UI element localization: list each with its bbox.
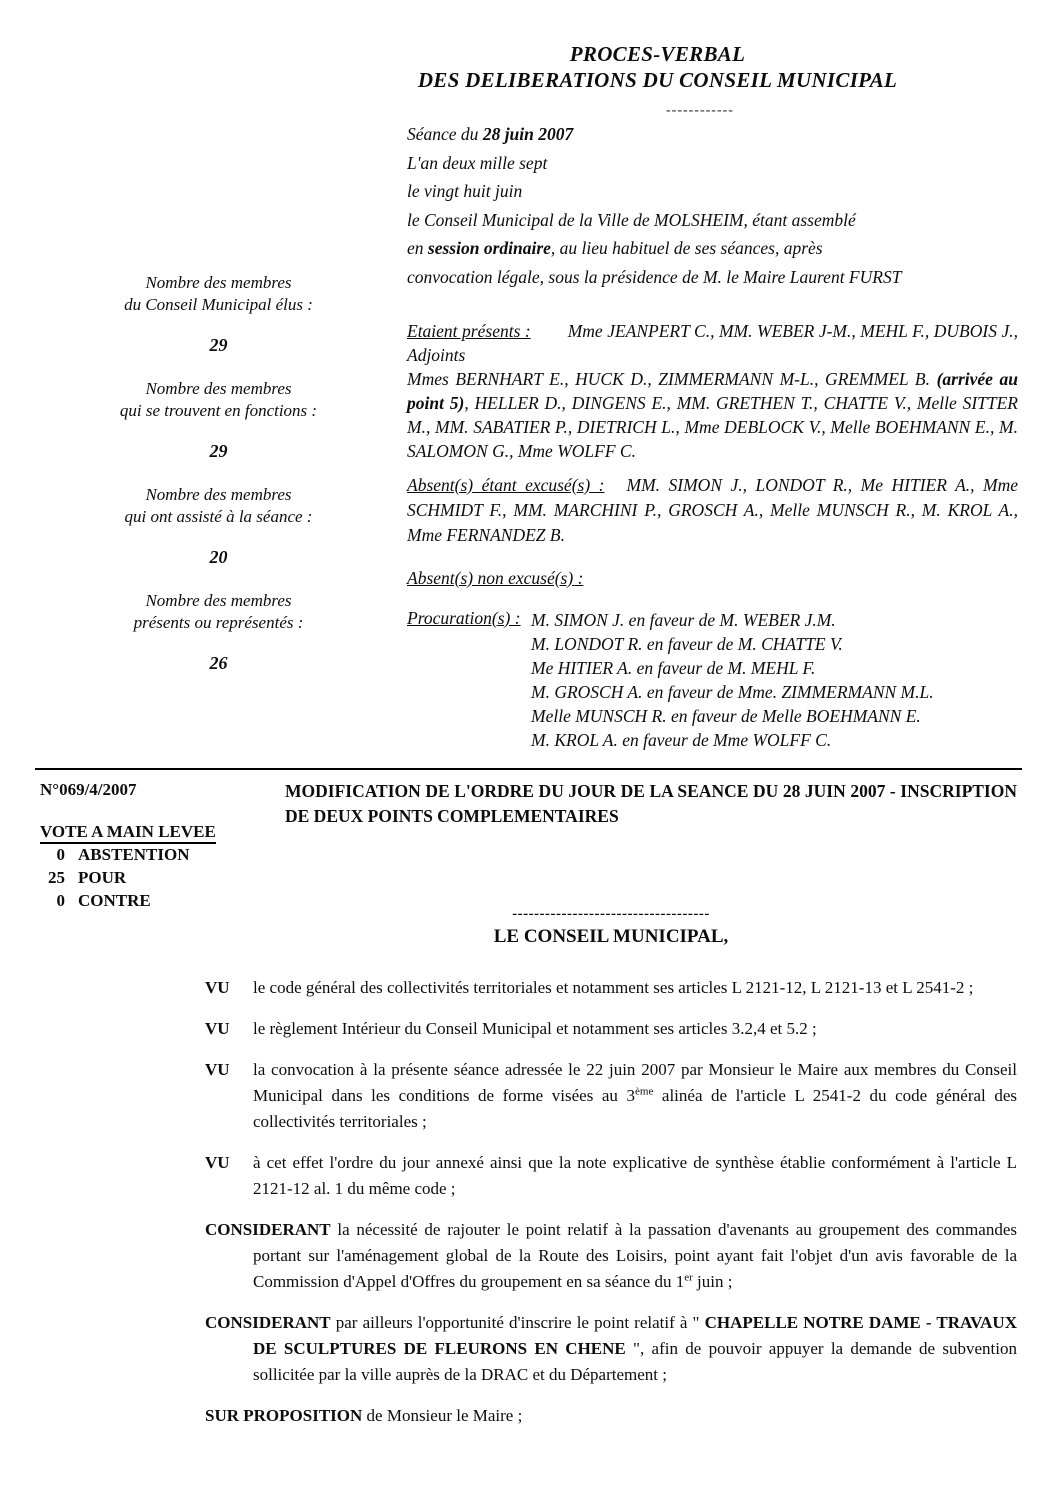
deliberation-number: N°069/4/2007 <box>40 779 137 799</box>
procuration-item: M. LONDOT R. en faveur de M. CHATTE V. <box>531 633 843 654</box>
header-section <box>0 122 1058 752</box>
member-count-label-attended: Nombre des membres qui ont assisté à la séance : <box>124 485 313 526</box>
vote-contre-count: 0 <box>56 890 65 910</box>
absent-excused-names: MM. SIMON J., LONDOT R., Me HITIER A., Mme SCHMIDT F., MM. MARCHINI P., GROSCH A., Melle MUNSCH R., M. KROL A., Mme FERNANDEZ B. <box>407 474 1018 545</box>
vote-contre <box>40 889 285 912</box>
vote-pour <box>40 866 285 889</box>
seance-line: Séance du 28 juin 2007 <box>407 124 574 144</box>
present-others: Mmes BERNHART E., HUCK D., ZIMMERMANN M-L., GREMMEL B. <box>407 368 937 389</box>
member-count-label-represented: Nombre des membres présents ou représentés : <box>133 591 304 632</box>
absent-unexcused-label: Absent(s) non excusé(s) : <box>407 567 584 588</box>
absent-unexcused <box>407 568 1018 589</box>
member-count-label-in-office: Nombre des membres qui se trouvent en fonctions : <box>119 379 318 420</box>
vote-abstention <box>40 843 285 866</box>
procuration-item: Me HITIER A. en faveur de M. MEHL F. <box>531 657 816 678</box>
session-column <box>407 122 1058 752</box>
vote-pour-count: 25 <box>48 867 65 887</box>
deliberation-title: MODIFICATION DE L'ORDRE DU JOUR DE LA SEANCE DU 28 JUIN 2007 - INSCRIPTION DE DEUX POINTS COMPLEMENTAIRES <box>285 780 1017 826</box>
section-divider <box>35 768 1022 770</box>
procurations-label: Procuration(s) : <box>407 607 521 628</box>
document-title-line1: PROCES-VERBAL <box>569 42 746 66</box>
clause-vu-2: VU le règlement Intérieur du Conseil Municipal et notamment ses articles 3.2,4 et 5.2 ; <box>205 1016 1017 1042</box>
document-title-line2: DES DELIBERATIONS DU CONSEIL MUNICIPAL <box>417 68 898 92</box>
member-count-value-elected: 29 <box>209 335 228 355</box>
deliberation-header <box>0 774 1058 912</box>
procuration-item: M. SIMON J. en faveur de M. WEBER J.M. <box>531 609 836 630</box>
session-line-year: L'an deux mille sept <box>407 152 548 173</box>
clause-vu-4: VU à cet effet l'ordre du jour annexé ainsi que la note explicative de synthèse établie conformément à l'article L 2121-12 al. 1 du même code ; <box>205 1150 1017 1202</box>
clause-label: VU <box>205 1059 230 1079</box>
clause-label: VU <box>205 977 230 997</box>
procuration-item: Melle MUNSCH R. en faveur de Melle BOEHMANN E. <box>531 705 921 726</box>
vote-contre-label: CONTRE <box>78 890 151 910</box>
seance-date: 28 juin 2007 <box>482 124 574 144</box>
clause-vu-1: VU le code général des collectivités territoriales et notamment ses articles L 2121-12, L 2121-13 et L 2541-2 ; <box>205 975 1017 1001</box>
clauses <box>205 975 1017 1429</box>
document-title <box>295 0 1020 93</box>
session-line-type: en session ordinaire, au lieu habituel de ses séances, après <box>407 238 823 258</box>
clause-sur-proposition: SUR PROPOSITION de Monsieur le Maire ; <box>205 1405 523 1425</box>
council-heading: LE CONSEIL MUNICIPAL, <box>493 925 729 947</box>
member-count-value-in-office: 29 <box>209 441 228 461</box>
present-arrival-note: (arrivée au point 5) <box>407 368 1018 413</box>
clause-considerant-2: CONSIDERANT par ailleurs l'opportunité d'inscrire le point relatif à " CHAPELLE NOTRE DAME - TRAVAUX DE SCULPTURES DE FLEURONS EN CHENE ", afin de pouvoir appuyer la demande de subvention sollicitée par la ville auprès de la DRAC et du Département ; <box>205 1312 1017 1384</box>
council-block <box>205 905 1017 949</box>
council-separator: ------------------------------------ <box>512 905 710 922</box>
clause-label: VU <box>205 1018 230 1038</box>
absent-excused-label: Absent(s) étant excusé(s) : <box>407 474 605 495</box>
clause-label: SUR PROPOSITION <box>205 1405 363 1425</box>
ordinal-superscript: er <box>684 1270 693 1283</box>
procurations-list <box>531 608 934 752</box>
procuration-item: M. KROL A. en faveur de Mme WOLFF C. <box>531 729 832 750</box>
present-adjoints: Mme JEANPERT C., MM. WEBER J-M., MEHL F., DUBOIS J., Adjoints <box>407 320 1018 365</box>
deliberation-left-column <box>0 774 285 912</box>
clause-label: CONSIDERANT <box>205 1219 331 1239</box>
member-count-value-attended: 20 <box>209 547 228 567</box>
clause-considerant-1: CONSIDERANT la nécessité de rajouter le point relatif à la passation d'avenants au groupement des commandes portant sur l'aménagement global de la Route des Loisirs, point ayant fait l'objet d'un avis favorable de la Commission d'Appel d'Offres du groupement en sa séance du 1er juin ; <box>205 1219 1017 1291</box>
clause-bold-subject: CHAPELLE NOTRE DAME - TRAVAUX DE SCULPTURES DE FLEURONS EN CHENE <box>253 1312 1017 1358</box>
member-count-value-represented: 26 <box>209 653 228 673</box>
vote-abstention-label: ABSTENTION <box>78 844 190 864</box>
vote-abstention-count: 0 <box>56 844 65 864</box>
member-count-label-elected: Nombre des membres du Conseil Municipal élus : <box>124 273 313 314</box>
session-intro <box>407 122 1018 286</box>
member-counts-column <box>0 122 407 752</box>
vote-pour-label: POUR <box>78 867 127 887</box>
clause-label: VU <box>205 1152 230 1172</box>
clause-label: CONSIDERANT <box>205 1312 331 1332</box>
procuration-item: M. GROSCH A. en faveur de Mme. ZIMMERMANN M.L. <box>531 681 934 702</box>
clause-vu-3: VU la convocation à la présente séance adressée le 22 juin 2007 par Monsieur le Maire aux membres du Conseil Municipal dans les conditions de forme visées au 3ème alinéa de l'article L 2541-2 du code général des collectivités territoriales ; <box>205 1057 1017 1135</box>
ordinal-superscript: ème <box>635 1084 654 1097</box>
session-line-assembly: le Conseil Municipal de la Ville de MOLSHEIM, étant assemblé <box>407 209 856 230</box>
present-members: Etaient présents : Mme JEANPERT C., MM. WEBER J-M., MEHL F., DUBOIS J., Adjoints Mmes BERNHART E., HUCK D., ZIMMERMANN M-L., GREMMEL B. (arrivée au point 5), HELLER D., DINGENS E., MM. GRETHEN T., CHATTE V., Melle SITTER M., MM. SABATIER P., DIETRICH L., Mme DEBLOCK V., Melle BOEHMANN E., M. SALOMON G., Mme WOLFF C. <box>407 320 1018 461</box>
session-line-day: le vingt huit juin <box>407 181 523 201</box>
session-line-convocation: convocation légale, sous la présidence de M. le Maire Laurent FURST <box>407 266 902 287</box>
present-label: Etaient présents : <box>407 320 531 341</box>
absent-excused <box>407 473 1018 548</box>
title-separator: ------------ <box>666 103 734 118</box>
procurations <box>407 608 1018 752</box>
vote-heading: VOTE A MAIN LEVEE <box>40 821 285 843</box>
